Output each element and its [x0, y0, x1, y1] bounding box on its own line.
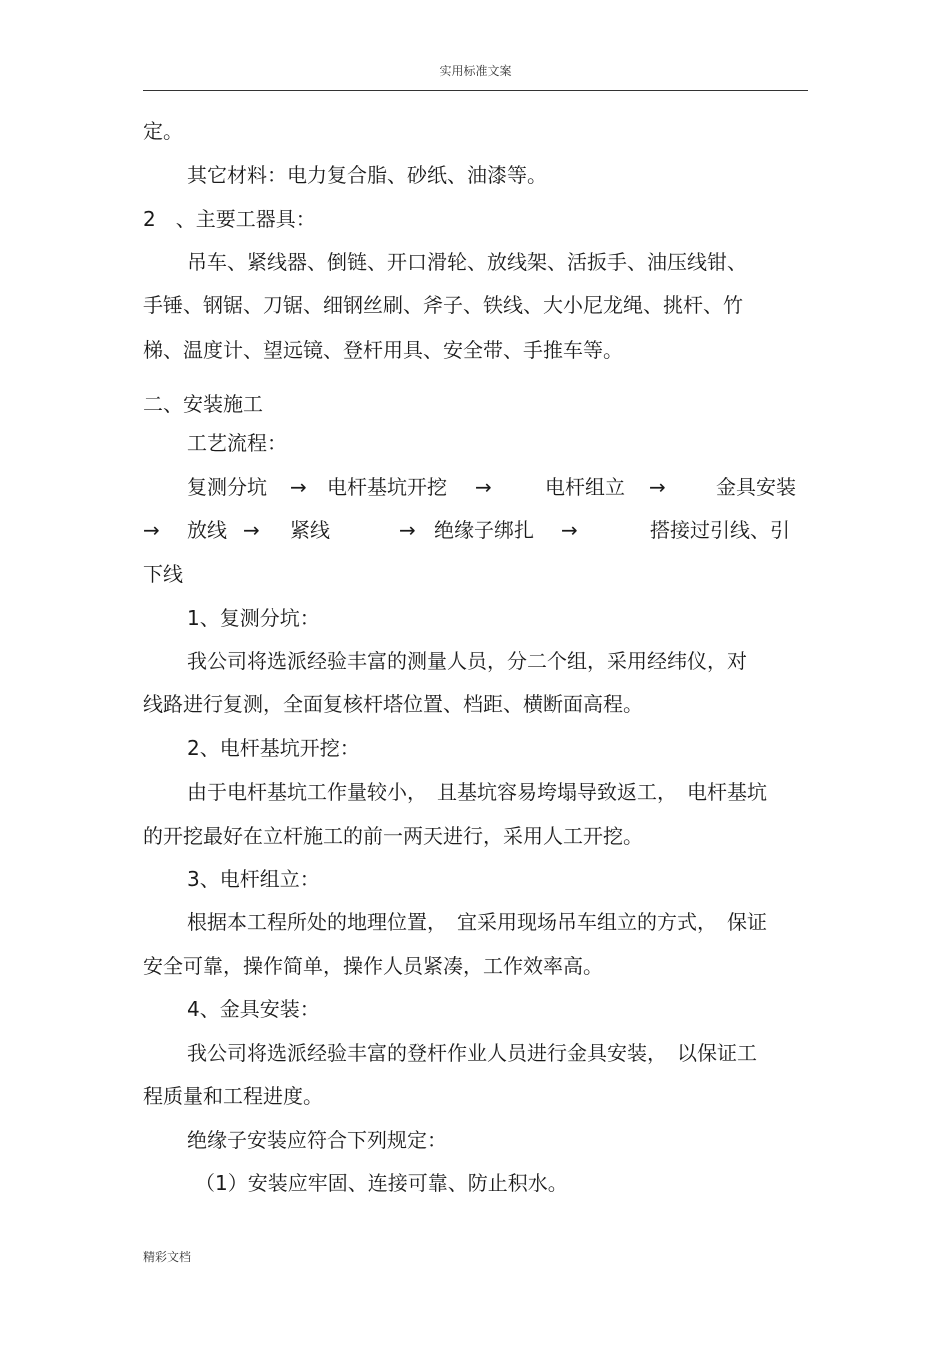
flow-step: 紧线 — [290, 518, 330, 542]
flow-step: 金具安装 — [716, 475, 796, 499]
flow-arrow: → — [290, 475, 307, 499]
process-flow-row-2 — [143, 518, 808, 542]
flow-arrow: → — [143, 518, 160, 542]
section-heading: 二、安装施工 — [143, 392, 263, 416]
flow-step: 放线 — [187, 518, 227, 542]
text-line: 根据本工程所处的地理位置， 宜采用现场吊车组立的方式， 保证 — [187, 910, 767, 934]
text-line: 我公司将选派经验丰富的登杆作业人员进行金具安装， 以保证工 — [187, 1041, 757, 1065]
subsection-heading: 2、电杆基坑开挖： — [187, 736, 360, 760]
page-header: 实用标准文案 — [439, 64, 512, 78]
subsection-heading: 1、复测分坑： — [187, 606, 320, 630]
flow-step: 电杆基坑开挖 — [327, 475, 447, 499]
text-line: 安全可靠，操作简单，操作人员紧凑，工作效率高。 — [143, 954, 603, 978]
process-flow-row-1 — [143, 475, 808, 499]
subsection-heading: 4、金具安装： — [187, 997, 320, 1021]
flow-arrow: → — [399, 518, 416, 542]
text-line: 由于电杆基坑工作量较小， 且基坑容易垮塌导致返工， 电杆基坑 — [187, 780, 767, 804]
text-line: 我公司将选派经验丰富的测量人员，分二个组，采用经纬仪，对 — [187, 649, 747, 673]
flow-step: 绝缘子绑扎 — [434, 518, 534, 542]
text-line: 绝缘子安装应符合下列规定： — [187, 1128, 447, 1152]
flow-step: 搭接过引线、引 — [650, 518, 790, 542]
section-heading: 2 、主要工器具： — [143, 207, 316, 231]
text-line: 定。 — [143, 119, 183, 143]
flow-arrow: → — [561, 518, 578, 542]
subsection-heading: 3、电杆组立： — [187, 867, 320, 891]
flow-arrow: → — [475, 475, 492, 499]
text-line: 工艺流程： — [187, 431, 287, 455]
text-line: 程质量和工程进度。 — [143, 1084, 323, 1108]
list-item: （1）安装应牢固、连接可靠、防止积水。 — [195, 1171, 568, 1195]
text-line: 的开挖最好在立杆施工的前一两天进行，采用人工开挖。 — [143, 824, 643, 848]
header-rule — [143, 90, 808, 91]
flow-step: 复测分坑 — [187, 475, 267, 499]
text-line: 下线 — [143, 562, 183, 586]
text-line: 吊车、紧线器、倒链、开口滑轮、放线架、活扳手、油压线钳、 — [187, 250, 747, 274]
flow-arrow: → — [243, 518, 260, 542]
text-line: 梯、温度计、望远镜、登杆用具、安全带、手推车等。 — [143, 338, 623, 362]
page-footer: 精彩文档 — [143, 1250, 192, 1264]
text-line: 其它材料：电力复合脂、砂纸、油漆等。 — [187, 163, 547, 187]
text-line: 手锤、钢锯、刀锯、细钢丝刷、斧子、铁线、大小尼龙绳、挑杆、竹 — [143, 293, 743, 317]
flow-arrow: → — [649, 475, 666, 499]
flow-step: 电杆组立 — [545, 475, 625, 499]
text-line: 线路进行复测，全面复核杆塔位置、档距、横断面高程。 — [143, 692, 643, 716]
